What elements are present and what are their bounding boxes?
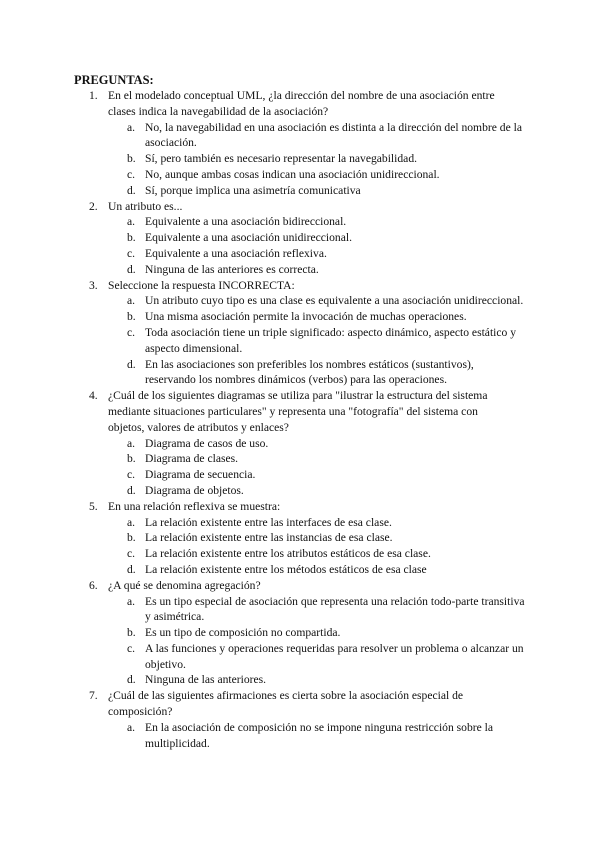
answer-options: [108, 120, 522, 199]
option-letter: c.: [127, 641, 136, 655]
option-text: Equivalente a una asociación unidireccional.: [145, 231, 352, 245]
question-item: [0, 278, 524, 389]
option-text: Una misma asociación permite la invocación de muchas operaciones.: [145, 310, 467, 324]
answer-option: [108, 562, 525, 578]
question-number: 6.: [89, 578, 98, 592]
answer-option: [108, 467, 525, 483]
option-text: No, aunque ambas cosas indican una asociación unidireccional.: [145, 167, 440, 181]
question-number: 3.: [89, 278, 98, 292]
option-text: Equivalente a una asociación reflexiva.: [145, 246, 327, 260]
answer-option: [108, 625, 525, 641]
answer-options: [108, 594, 525, 689]
option-letter: b.: [127, 310, 136, 324]
question-item: [0, 499, 513, 578]
answer-option: [108, 183, 525, 199]
option-text: Diagrama de objetos.: [145, 483, 244, 497]
option-text: La relación existente entre las instancias de esa clase.: [145, 531, 393, 545]
answer-option: [108, 230, 525, 246]
answer-options: [108, 293, 524, 388]
answer-option: [108, 262, 525, 278]
option-text: La relación existente entre las interfaces de esa clase.: [145, 515, 392, 529]
option-text: Diagrama de secuencia.: [145, 468, 256, 482]
option-text: Diagrama de clases.: [145, 452, 239, 466]
question-text: En una relación reflexiva se muestra:: [108, 499, 281, 513]
question-number: 4.: [89, 389, 98, 403]
question-text: Un atributo es...: [108, 199, 183, 213]
answer-options: [108, 515, 513, 578]
question-text: ¿Cuál de los siguientes diagramas se utiliza para "ilustrar la estructura del sistema mediante situaciones particulares" y representa una "fotografía" del sistema con objetos, valores de atributos y enlaces?: [108, 389, 488, 434]
option-letter: b.: [127, 152, 136, 166]
option-letter: c.: [127, 468, 136, 482]
option-letter: b.: [127, 626, 136, 640]
option-text: Ninguna de las anteriores es correcta.: [145, 262, 319, 276]
option-letter: d.: [127, 673, 136, 687]
answer-option: [108, 530, 525, 546]
answer-option: [108, 151, 525, 167]
answer-options: [108, 720, 513, 752]
question-item: [0, 688, 513, 751]
answer-option: [108, 451, 525, 467]
option-text: Ninguna de las anteriores.: [145, 673, 267, 687]
question-number: 1.: [89, 89, 98, 102]
option-text: No, la navegabilidad en una asociación es distinta a la dirección del nombre de la asociación.: [145, 120, 522, 150]
option-text: Toda asociación tiene un triple significado: aspecto dinámico, aspecto estático y aspecto dimensional.: [145, 325, 517, 355]
option-letter: d.: [127, 483, 136, 497]
question-item: [0, 88, 522, 199]
answer-option: [108, 436, 525, 452]
answer-option: [108, 325, 525, 357]
answer-option: [108, 167, 525, 183]
question-item: [0, 199, 513, 278]
question-number: 5.: [89, 499, 98, 513]
question-text: ¿Cuál de las siguientes afirmaciones es cierta sobre la asociación especial de composición?: [108, 689, 464, 719]
option-letter: d.: [127, 562, 136, 576]
option-letter: a.: [127, 215, 136, 229]
question-text: Seleccione la respuesta INCORRECTA:: [108, 278, 295, 292]
option-letter: d.: [127, 183, 136, 197]
option-text: Es un tipo especial de asociación que representa una relación todo-parte transitiva y asimétrica.: [145, 594, 525, 624]
option-letter: c.: [127, 325, 136, 339]
option-letter: a.: [127, 594, 136, 608]
answer-option: [108, 483, 525, 499]
option-letter: b.: [127, 231, 136, 245]
answer-option: [108, 293, 525, 309]
answer-option: [108, 515, 525, 531]
question-item: [0, 578, 525, 689]
option-text: A las funciones y operaciones requeridas para resolver un problema o alcanzar un objetivo.: [145, 641, 524, 671]
question-text: En el modelado conceptual UML, ¿la dirección del nombre de una asociación entre clases indica la navegabilidad de la asociación?: [108, 89, 495, 118]
option-text: Un atributo cuyo tipo es una clase es equivalente a una asociación unidireccional.: [145, 294, 524, 308]
option-text: La relación existente entre los métodos estáticos de esa clase: [145, 562, 427, 576]
option-text: Equivalente a una asociación bidireccional.: [145, 215, 347, 229]
answer-option: [108, 357, 525, 389]
option-letter: d.: [127, 262, 136, 276]
option-text: Diagrama de casos de uso.: [145, 436, 269, 450]
option-letter: a.: [127, 120, 136, 134]
option-text: Sí, porque implica una asimetría comunicativa: [145, 183, 361, 197]
answer-option: [108, 672, 525, 688]
answer-option: [108, 594, 525, 626]
option-letter: c.: [127, 246, 136, 260]
option-text: En las asociaciones son preferibles los nombres estáticos (sustantivos), reservando los nombres dinámicos (verbos) para las operaciones.: [145, 357, 474, 387]
option-letter: a.: [127, 294, 136, 308]
option-letter: b.: [127, 452, 136, 466]
answer-options: [108, 214, 513, 277]
option-text: La relación existente entre los atributos estáticos de esa clase.: [145, 547, 431, 561]
answer-option: [108, 546, 525, 562]
answer-option: [108, 214, 525, 230]
option-letter: c.: [127, 167, 136, 181]
option-letter: c.: [127, 547, 136, 561]
question-list: [0, 88, 600, 751]
question-number: 7.: [89, 689, 98, 703]
question-item: [0, 388, 513, 499]
answer-option: [108, 720, 525, 752]
option-letter: d.: [127, 357, 136, 371]
option-text: Sí, pero también es necesario representar la navegabilidad.: [145, 152, 418, 166]
option-text: En la asociación de composición no se impone ninguna restricción sobre la multiplicidad.: [145, 720, 494, 750]
answer-option: [108, 246, 525, 262]
option-letter: a.: [127, 436, 136, 450]
option-text: Es un tipo de composición no compartida.: [145, 626, 341, 640]
question-number: 2.: [89, 199, 98, 213]
answer-option: [108, 309, 525, 325]
option-letter: a.: [127, 720, 136, 734]
answer-option: [108, 120, 525, 152]
answer-option: [108, 641, 525, 673]
question-text: ¿A qué se denomina agregación?: [108, 578, 261, 592]
option-letter: a.: [127, 515, 136, 529]
option-letter: b.: [127, 531, 136, 545]
page-heading: PREGUNTAS:: [74, 73, 154, 87]
answer-options: [108, 436, 513, 499]
